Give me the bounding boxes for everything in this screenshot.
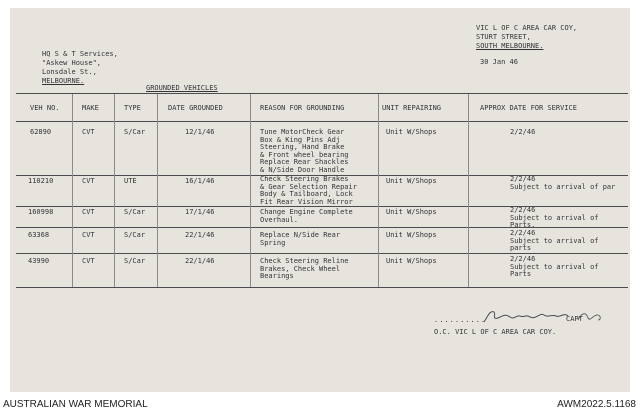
row2-service: 2/2/46 Subject to arrival of par: [510, 175, 616, 191]
handwritten-signature: [480, 306, 605, 326]
row3-make: CVT: [82, 208, 95, 216]
header-make: MAKE: [82, 104, 99, 112]
sender-line-2: STURT STREET,: [476, 33, 531, 41]
row2-unit: Unit W/Shops: [386, 177, 437, 185]
document-page: [10, 8, 630, 392]
recipient-line-2: "Askew House",: [42, 59, 102, 67]
row4-date: 22/1/46: [185, 231, 215, 239]
header-type: TYPE: [124, 104, 141, 112]
archive-reference: AWM2022.5.1168: [557, 399, 636, 410]
archive-name: AUSTRALIAN WAR MEMORIAL: [3, 399, 148, 410]
document-title: GROUNDED VEHICLES: [146, 84, 218, 92]
col-sep-2: [114, 94, 115, 287]
row3-unit: Unit W/Shops: [386, 208, 437, 216]
row3-type: S/Car: [124, 208, 146, 216]
sender-line-3: SOUTH MELBOURNE.: [476, 42, 544, 50]
row1-reason: Tune MotorCheck Gear Box & King Pins Adj Steering, Hand Brake & Front wheel bearing Replace Rear Shackles & N/Side Door Handle: [260, 128, 349, 174]
header-date-grounded: DATE GROUNDED: [168, 104, 223, 112]
row1-date: 12/1/46: [185, 128, 215, 136]
row5-veh-no: 43990: [28, 257, 50, 265]
archive-footer: [0, 396, 640, 413]
row3-veh-no: 160998: [28, 208, 54, 216]
row1-service: 2/2/46: [510, 128, 536, 136]
row5-make: CVT: [82, 257, 95, 265]
row2-date: 16/1/46: [185, 177, 215, 185]
sender-line-1: VIC L OF C AREA CAR COY,: [476, 24, 578, 32]
recipient-line-3: Lonsdale St.,: [42, 68, 97, 76]
col-sep-5: [378, 94, 379, 287]
recipient-line-1: HQ S & T Services,: [42, 50, 118, 58]
row2-veh-no: 110210: [28, 177, 54, 185]
row2-type: UTE: [124, 177, 137, 185]
row3-reason: Change Engine Complete Overhaul.: [260, 208, 353, 224]
signature-dots: ..........: [434, 316, 487, 324]
header-unit-repairing: UNIT REPAIRING: [382, 104, 442, 112]
table-header-rule: [16, 121, 628, 122]
row5-service: 2/2/46 Subject to arrival of Parts: [510, 255, 599, 278]
signature-rank: CAPT: [566, 315, 583, 323]
col-sep-6: [468, 94, 469, 287]
row5-date: 22/1/46: [185, 257, 215, 265]
row2-reason: Check Steering Brakes & Gear Selection Repair Body & Tailboard, Lock Fit Rear Vision Mirror: [260, 175, 357, 206]
row4-type: S/Car: [124, 231, 146, 239]
col-sep-4: [250, 94, 251, 287]
header-service-date: APPROX DATE FOR SERVICE: [480, 104, 577, 112]
row1-unit: Unit W/Shops: [386, 128, 437, 136]
table-top-rule: [16, 93, 628, 94]
document-date: 30 Jan 46: [480, 58, 518, 66]
row-rule-4: [16, 253, 628, 254]
row1-make: CVT: [82, 128, 95, 136]
table-bottom-rule: [16, 287, 628, 288]
signature-block: O.C. VIC L OF C AREA CAR COY.: [434, 328, 557, 336]
recipient-line-4: MELBOURNE.: [42, 77, 85, 85]
row3-service: 2/2/46 Subject to arrival of Parts.: [510, 206, 599, 229]
row4-service: 2/2/46 Subject to arrival of parts: [510, 229, 599, 252]
row5-unit: Unit W/Shops: [386, 257, 437, 265]
row5-reason: Check Steering Reline Brakes, Check Wheel Bearings: [260, 257, 349, 280]
row4-reason: Replace N/Side Rear Spring: [260, 231, 341, 247]
header-reason: REASON FOR GROUNDING: [260, 104, 345, 112]
row3-date: 17/1/46: [185, 208, 215, 216]
row2-make: CVT: [82, 177, 95, 185]
col-sep-3: [157, 94, 158, 287]
row4-make: CVT: [82, 231, 95, 239]
header-veh-no: VEH NO.: [30, 104, 60, 112]
row4-unit: Unit W/Shops: [386, 231, 437, 239]
row1-veh-no: 62890: [30, 128, 52, 136]
row5-type: S/Car: [124, 257, 146, 265]
col-sep-1: [72, 94, 73, 287]
row1-type: S/Car: [124, 128, 146, 136]
row4-veh-no: 63368: [28, 231, 50, 239]
